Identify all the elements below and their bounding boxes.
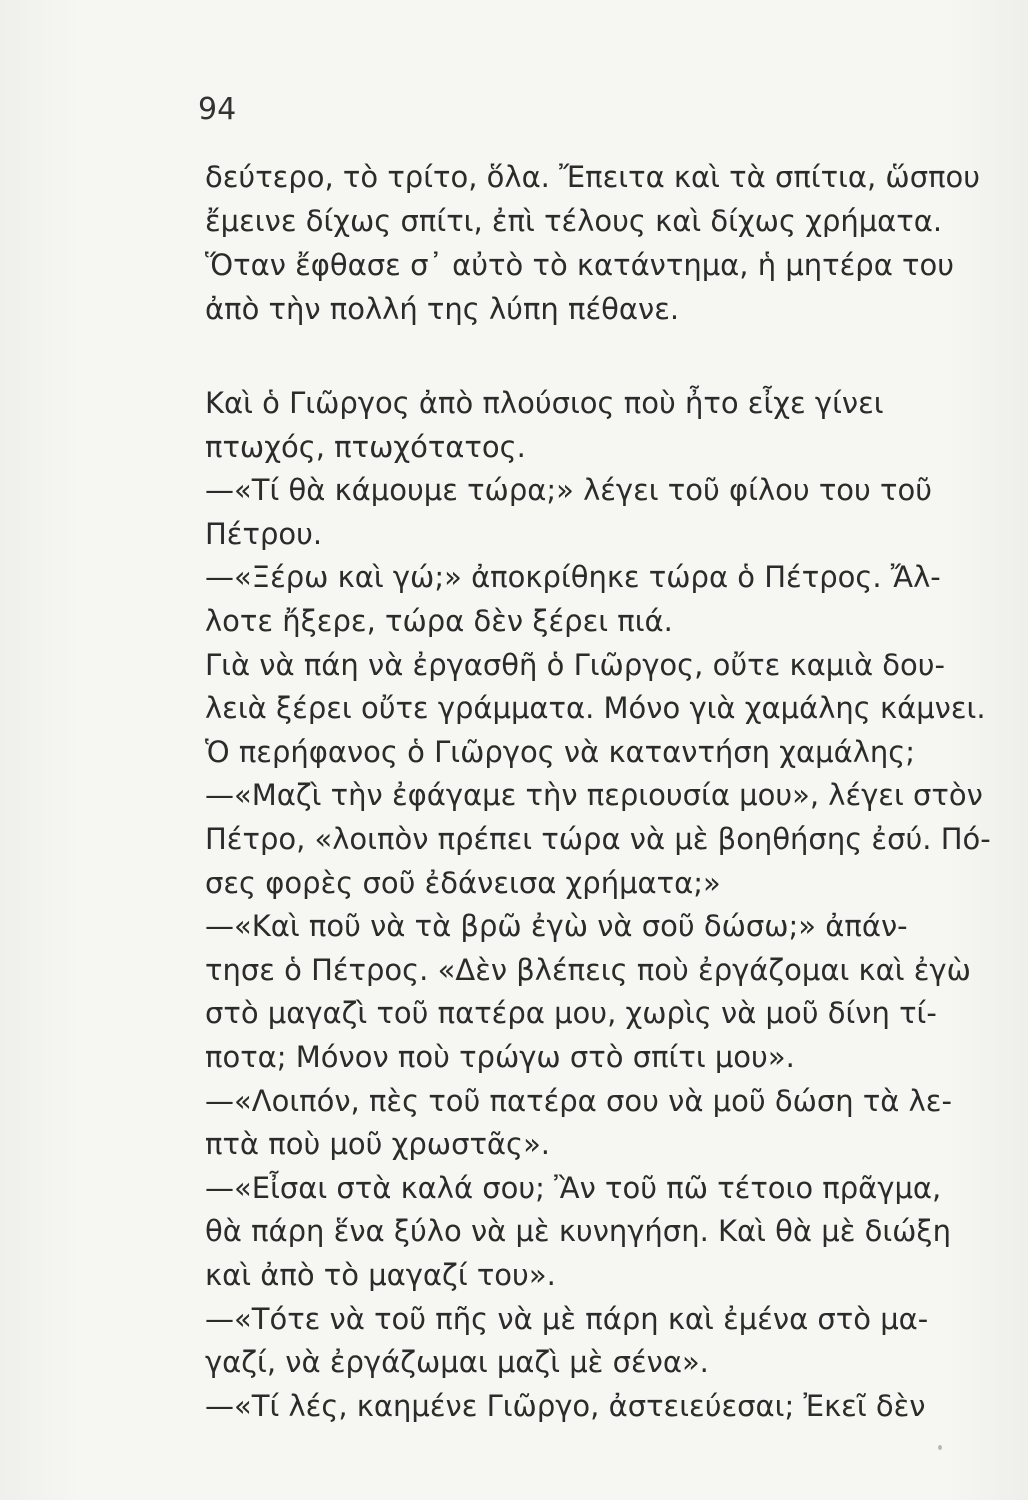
text-line: —«Τί λές, καημένε Γιῶργο, ἀστειεύεσαι; Ἐκεῖ δὲν: [205, 1389, 926, 1423]
text-line: Ὅταν ἔφθασε σ᾽ αὐτὸ τὸ κατάντημα, ἡ μητέρα του: [205, 248, 955, 282]
text-line: ποτα; Μόνον ποὺ τρώγω στὸ σπίτι μου».: [205, 1040, 795, 1074]
text-line: ἀπὸ τὴν πολλή της λύπη πέθανε.: [205, 292, 680, 326]
text-line: —«Εἶσαι στὰ καλά σου; Ἂν τοῦ πῶ τέτοιο πρᾶγμα,: [205, 1171, 942, 1205]
text-line: πτωχός, πτωχότατος.: [205, 430, 526, 464]
text-line: —«Τί θὰ κάμουμε τώρα;» λέγει τοῦ φίλου του τοῦ: [205, 473, 933, 507]
text-line: τησε ὁ Πέτρος. «Δὲν βλέπεις ποὺ ἐργάζομαι καὶ ἐγὼ: [205, 953, 971, 987]
text-line: σες φορὲς σοῦ ἐδάνεισα χρήματα;»: [205, 866, 721, 900]
text-line: —«Λοιπόν, πὲς τοῦ πατέρα σου νὰ μοῦ δώση τὰ λε-: [205, 1084, 952, 1118]
text-line: —«Τότε νὰ τοῦ πῆς νὰ μὲ πάρη καὶ ἐμένα στὸ μα-: [205, 1302, 929, 1336]
text-line: Ὁ περήφανος ὁ Γιῶργος νὰ καταντήση χαμάλης;: [205, 735, 916, 769]
text-line: Γιὰ νὰ πάη νὰ ἐργασθῆ ὁ Γιῶργος, οὔτε καμιὰ δου-: [205, 648, 946, 682]
text-line: Πέτρου.: [205, 517, 323, 551]
text-line: δεύτερο, τὸ τρίτο, ὅλα. Ἔπειτα καὶ τὰ σπίτια, ὥσπου: [205, 160, 981, 194]
paper-speck: [938, 1445, 942, 1450]
text-line: λοτε ἤξερε, τώρα δὲν ξέρει πιά.: [205, 604, 673, 638]
text-line: στὸ μαγαζὶ τοῦ πατέρα μου, χωρὶς νὰ μοῦ δίνη τί-: [205, 996, 937, 1030]
text-line: Πέτρο, «λοιπὸν πρέπει τώρα νὰ μὲ βοηθήσης ἐσύ. Πό-: [205, 822, 991, 856]
text-line: θὰ πάρη ἕνα ξύλο νὰ μὲ κυνηγήση. Καὶ θὰ μὲ διώξη: [205, 1214, 951, 1248]
text-line: πτὰ ποὺ μοῦ χρωστᾶς».: [205, 1127, 551, 1161]
text-line: —«Μαζὶ τὴν ἐφάγαμε τὴν περιουσία μου», λέγει στὸν: [205, 778, 983, 812]
text-line: —«Ξέρω καὶ γώ;» ἀποκρίθηκε τώρα ὁ Πέτρος. Ἄλ-: [205, 560, 941, 594]
text-line: καὶ ἀπὸ τὸ μαγαζί του».: [205, 1258, 556, 1292]
page-number: 94: [198, 92, 237, 127]
text-line: Καὶ ὁ Γιῶργος ἀπὸ πλούσιος ποὺ ἦτο εἶχε γίνει: [205, 386, 884, 420]
text-line: ἔμεινε δίχως σπίτι, ἐπὶ τέλους καὶ δίχως χρήματα.: [205, 204, 943, 238]
text-line: λειὰ ξέρει οὔτε γράμματα. Μόνο γιὰ χαμάλης κάμνει.: [205, 691, 986, 725]
text-line: —«Καὶ ποῦ νὰ τὰ βρῶ ἐγὼ νὰ σοῦ δώσω;» ἀπάν-: [205, 909, 908, 943]
text-line: γαζί, νὰ ἐργάζωμαι μαζὶ μὲ σένα».: [205, 1345, 709, 1379]
